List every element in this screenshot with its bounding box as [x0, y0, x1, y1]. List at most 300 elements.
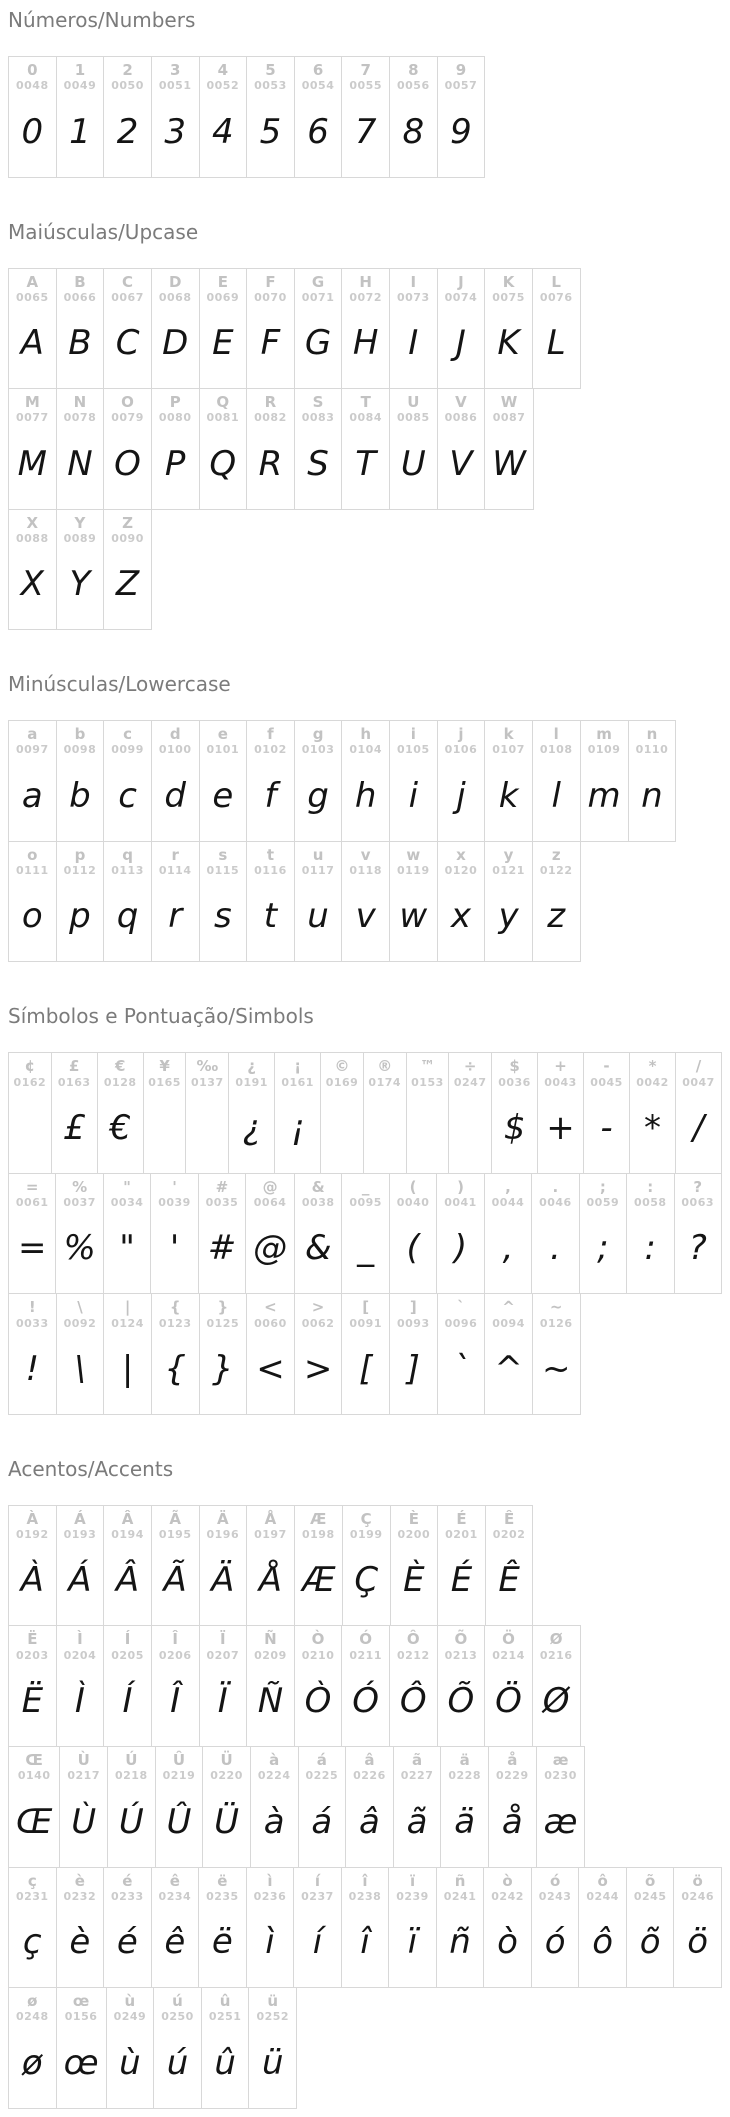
- char-code: 0195: [158, 1528, 192, 1542]
- char-cell-header: [445, 394, 478, 426]
- char-code: 0137: [190, 1075, 224, 1089]
- char-glyph: W: [492, 443, 526, 484]
- char-cell: [628, 720, 677, 842]
- char-code: 0083: [301, 411, 335, 425]
- char-cell: [199, 388, 248, 510]
- char-label: ): [457, 1177, 464, 1196]
- char-label: *: [648, 1057, 657, 1076]
- char-cell: [248, 1987, 297, 2109]
- char-cell: [341, 841, 390, 963]
- char-code: 0248: [16, 2010, 49, 2024]
- char-code: 0153: [411, 1075, 444, 1089]
- char-cell: [629, 1052, 676, 1174]
- char-label: ì: [267, 1871, 273, 1890]
- char-cell: [483, 1867, 532, 1989]
- char-code: 0237: [301, 1889, 334, 1903]
- char-label: 2: [122, 61, 133, 79]
- char-cell: [246, 388, 295, 510]
- char-cell-header: [587, 1179, 620, 1211]
- char-code: 0244: [586, 1889, 619, 1903]
- glyph-row: [8, 1987, 722, 2109]
- char-glyph: È: [403, 1560, 425, 1601]
- char-cell-header: [302, 1631, 335, 1663]
- char-code: 0122: [539, 863, 573, 877]
- char-cell-header: [16, 1873, 49, 1905]
- char-label: ø: [27, 1992, 38, 2011]
- char-glyph: ]: [406, 1348, 420, 1389]
- glyph-row: [8, 1173, 722, 1295]
- char-cell-header: [209, 1993, 242, 2025]
- char-glyph: X: [20, 564, 44, 605]
- char-cell: [274, 1052, 321, 1174]
- char-glyph: k: [498, 775, 519, 816]
- char-cell: [437, 56, 486, 178]
- char-cell: [341, 720, 390, 842]
- glyph-row: [8, 1746, 722, 1868]
- char-cell-header: [254, 847, 287, 879]
- char-cell: [56, 1987, 107, 2109]
- char-cell-header: [18, 1752, 51, 1784]
- char-cell-header: [16, 1511, 49, 1543]
- char-glyph: £: [63, 1107, 86, 1148]
- char-cell: [578, 1867, 627, 1989]
- char-glyph: Æ: [301, 1560, 335, 1601]
- char-cell-header: [258, 1752, 291, 1784]
- char-label: W: [500, 393, 518, 412]
- char-glyph: S: [307, 443, 329, 484]
- section-title: Minúsculas/Lowercase: [8, 672, 231, 697]
- char-code: 0062: [301, 1316, 335, 1330]
- char-cell: [8, 1173, 56, 1295]
- glyph-row: [8, 509, 722, 631]
- char-cell: [293, 1867, 342, 1989]
- char-cell-header: [397, 1299, 430, 1331]
- char-cell-header: [492, 847, 525, 879]
- char-cell: [363, 1052, 407, 1174]
- char-cell-header: [159, 62, 192, 94]
- char-cell-header: [207, 1299, 240, 1331]
- char-glyph: ¡: [290, 1107, 305, 1148]
- char-cell: [246, 1293, 295, 1415]
- char-cell: [294, 388, 343, 510]
- char-cell-header: [16, 62, 49, 94]
- char-glyph: _: [357, 1228, 375, 1269]
- char-cell-header: [254, 1179, 287, 1211]
- char-code: 0058: [633, 1196, 667, 1210]
- char-code: 0117: [301, 863, 335, 877]
- char-cell-header: [302, 847, 335, 879]
- char-code: 0118: [349, 863, 382, 877]
- char-glyph: G: [304, 323, 332, 364]
- char-code: 0217: [67, 1769, 100, 1783]
- char-cell: [437, 841, 486, 963]
- char-cell: [484, 1293, 533, 1415]
- char-label: T: [360, 393, 371, 412]
- char-label: i: [410, 725, 416, 744]
- char-code: 0245: [633, 1889, 667, 1903]
- char-label: ': [172, 1177, 177, 1196]
- char-cell-header: [111, 1511, 144, 1543]
- char-code: 0035: [205, 1196, 239, 1210]
- char-glyph: Í: [122, 1681, 133, 1722]
- char-cell: [437, 720, 486, 842]
- char-label: _: [361, 1177, 370, 1196]
- char-glyph: Ë: [21, 1681, 44, 1722]
- char-label: å: [507, 1751, 518, 1770]
- char-cell-header: [540, 847, 573, 879]
- char-cell-header: [161, 1993, 194, 2025]
- char-cell-header: [349, 1299, 382, 1331]
- char-cell-header: [492, 1299, 525, 1331]
- char-label: N: [73, 393, 87, 412]
- char-glyph: à: [263, 1801, 285, 1842]
- char-cell-header: [397, 62, 430, 94]
- char-label: l: [553, 725, 559, 744]
- char-code: 0219: [162, 1769, 196, 1783]
- char-glyph: &: [304, 1228, 332, 1269]
- char-label: £: [69, 1057, 80, 1076]
- char-cell-header: [206, 1873, 239, 1905]
- char-glyph: õ: [639, 1922, 661, 1963]
- char-cell: [484, 1625, 533, 1747]
- char-glyph: Y: [69, 564, 91, 605]
- char-cell-header: [540, 274, 573, 306]
- char-label: Ã: [169, 1509, 181, 1528]
- char-cell: [345, 1746, 394, 1868]
- char-code: 0198: [302, 1528, 335, 1542]
- char-cell-header: [254, 62, 287, 94]
- char-cell-header: [64, 1631, 97, 1663]
- char-code: 0102: [254, 743, 287, 757]
- char-cell-header: [306, 1752, 339, 1784]
- char-glyph: $: [503, 1107, 526, 1148]
- char-code: 0097: [16, 743, 49, 757]
- char-code: 0229: [496, 1769, 529, 1783]
- char-label: E: [217, 272, 228, 291]
- char-glyph: U: [400, 443, 426, 484]
- char-code: 0053: [254, 79, 287, 93]
- char-cell-header: [16, 1631, 49, 1663]
- char-glyph: -: [600, 1107, 613, 1148]
- char-code: 0075: [492, 290, 525, 304]
- char-code: 0191: [235, 1075, 268, 1089]
- char-label: ú: [172, 1992, 183, 2011]
- char-cell-header: [235, 1058, 268, 1090]
- char-label: â: [364, 1751, 375, 1770]
- char-glyph: 8: [402, 111, 425, 152]
- char-label: [: [362, 1298, 370, 1317]
- char-label: {: [169, 1298, 181, 1317]
- char-glyph: æ: [543, 1801, 578, 1842]
- char-cell-header: [588, 726, 621, 758]
- char-label: x: [456, 845, 466, 864]
- char-label: j: [458, 725, 464, 744]
- char-code: 0243: [538, 1889, 572, 1903]
- char-code: 0232: [63, 1889, 97, 1903]
- char-label: Æ: [310, 1509, 327, 1528]
- char-label: I: [410, 272, 417, 291]
- char-code: 0224: [257, 1769, 291, 1783]
- char-cell-header: [492, 1179, 525, 1211]
- char-label: \: [77, 1298, 83, 1317]
- char-cell-header: [254, 274, 287, 306]
- char-cell-header: [492, 274, 525, 306]
- char-cell: [103, 841, 152, 963]
- char-cell: [531, 1867, 580, 1989]
- glyph-row: [8, 1293, 722, 1415]
- char-label: œ: [72, 1992, 90, 2011]
- char-glyph: p: [69, 896, 91, 937]
- char-cell-header: [397, 1631, 430, 1663]
- char-cell: [246, 841, 295, 963]
- char-code: 0216: [539, 1648, 573, 1662]
- char-glyph: ò: [497, 1922, 518, 1963]
- char-cell: [201, 1987, 250, 2109]
- char-glyph: [: [359, 1348, 373, 1389]
- char-code: 0220: [210, 1769, 243, 1783]
- char-glyph: y: [498, 896, 519, 937]
- char-glyph: á: [311, 1801, 333, 1842]
- char-label: D: [168, 272, 182, 291]
- char-glyph: }: [211, 1348, 234, 1389]
- char-code: 0064: [253, 1196, 287, 1210]
- char-cell: [484, 841, 533, 963]
- char-cell: [436, 1173, 484, 1295]
- char-label: é: [122, 1871, 133, 1890]
- char-label: ¢: [24, 1057, 36, 1076]
- char-label: Ø: [549, 1630, 563, 1649]
- char-cell-header: [207, 726, 240, 758]
- char-cell-header: [159, 1299, 192, 1331]
- char-glyph: â: [359, 1801, 380, 1842]
- char-cell-header: [65, 1993, 98, 2025]
- char-glyph: Ö: [495, 1681, 522, 1722]
- char-glyph: î: [360, 1922, 370, 1963]
- char-cell-header: [498, 1058, 531, 1090]
- char-cell-header: [411, 1058, 444, 1090]
- char-cell: [440, 1746, 489, 1868]
- char-glyph: ;: [597, 1228, 609, 1269]
- char-code: 0105: [397, 743, 430, 757]
- char-cell: [8, 841, 57, 963]
- char-code: 0205: [111, 1648, 144, 1662]
- char-glyph: ç: [22, 1922, 42, 1963]
- char-glyph: Û: [166, 1801, 192, 1842]
- char-code: 0066: [63, 290, 97, 304]
- char-cell: [103, 56, 152, 178]
- char-code: 0249: [113, 2010, 147, 2024]
- char-glyph: h: [354, 775, 377, 816]
- char-cell: [294, 56, 343, 178]
- char-code: 0091: [349, 1316, 382, 1330]
- char-cell: [199, 268, 248, 390]
- char-code: 0101: [206, 743, 240, 757]
- char-cell: [55, 1173, 103, 1295]
- char-cell-header: [302, 62, 335, 94]
- char-cell: [8, 56, 57, 178]
- char-code: 0094: [492, 1316, 525, 1330]
- char-cell-header: [159, 394, 192, 426]
- char-glyph: Ò: [304, 1681, 332, 1722]
- char-code: 0246: [681, 1889, 715, 1903]
- char-cell: [532, 1293, 581, 1415]
- char-label: f: [267, 725, 274, 744]
- char-cell-header: [454, 1058, 487, 1090]
- char-cell-header: [634, 1179, 667, 1211]
- char-label: Â: [121, 1509, 134, 1528]
- char-glyph: i: [408, 775, 419, 816]
- char-cell-header: [16, 515, 49, 547]
- char-label: }: [217, 1298, 229, 1317]
- char-label: ?: [693, 1177, 703, 1196]
- char-cell: [153, 1987, 202, 2109]
- char-cell-header: [397, 847, 430, 879]
- char-glyph: Á: [68, 1560, 92, 1601]
- char-glyph: Ü: [214, 1801, 239, 1842]
- char-cell-header: [111, 726, 144, 758]
- char-cell: [56, 841, 105, 963]
- char-code: 0086: [444, 411, 478, 425]
- char-cell: [103, 388, 152, 510]
- char-cell-header: [64, 1511, 97, 1543]
- char-label: Ï: [220, 1630, 226, 1649]
- char-cell: [436, 1867, 485, 1989]
- char-cell: [674, 1173, 722, 1295]
- char-glyph: A: [20, 323, 44, 364]
- char-label: Ë: [27, 1630, 38, 1649]
- char-glyph: 5: [259, 111, 282, 152]
- char-glyph: ü: [261, 2042, 284, 2083]
- char-code: 0072: [349, 290, 382, 304]
- char-code: 0193: [63, 1528, 97, 1542]
- char-label: X: [26, 513, 39, 532]
- char-cell-header: [398, 1511, 431, 1543]
- char-label: 1: [74, 61, 86, 79]
- char-label: Ü: [220, 1751, 233, 1770]
- char-cell-header: [586, 1873, 619, 1905]
- char-cell-header: [254, 726, 287, 758]
- char-glyph: :: [644, 1228, 657, 1269]
- char-code: 0213: [444, 1648, 478, 1662]
- char-label: B: [74, 272, 86, 291]
- char-label: ï: [409, 1871, 416, 1890]
- char-cell-header: [207, 274, 240, 306]
- glyph-row: [8, 1052, 722, 1174]
- char-glyph: w: [399, 896, 428, 937]
- char-label: æ: [552, 1751, 569, 1770]
- char-glyph: ô: [592, 1922, 614, 1963]
- char-code: 0194: [111, 1528, 144, 1542]
- char-cell-header: [397, 274, 430, 306]
- char-cell: [532, 268, 581, 390]
- char-cell-header: [159, 1631, 192, 1663]
- char-cell: [155, 1746, 204, 1868]
- char-glyph: l: [551, 775, 561, 816]
- char-glyph: q: [116, 896, 139, 937]
- char-code: 0204: [63, 1648, 97, 1662]
- char-glyph: ö: [687, 1922, 709, 1963]
- char-label: w: [406, 845, 421, 864]
- char-glyph: !: [25, 1348, 40, 1389]
- char-glyph: +: [546, 1107, 575, 1148]
- char-glyph: ì: [265, 1922, 275, 1963]
- char-label: ™: [419, 1057, 435, 1076]
- char-code: 0040: [396, 1196, 430, 1210]
- char-cell: [484, 720, 533, 842]
- char-label: &: [311, 1177, 325, 1196]
- glyph-grid: [8, 1505, 722, 2109]
- char-glyph: L: [546, 323, 566, 364]
- char-label: ç: [27, 1871, 37, 1890]
- char-label: >: [311, 1298, 325, 1317]
- char-glyph: ¿: [242, 1107, 261, 1148]
- char-cell-header: [159, 1511, 192, 1543]
- char-cell: [151, 56, 200, 178]
- section-title: Símbolos e Pontuação/Simbols: [8, 1004, 314, 1029]
- char-label: ©: [334, 1057, 350, 1076]
- char-label: s: [218, 845, 228, 864]
- char-cell-header: [302, 1511, 335, 1543]
- char-label: Ö: [502, 1630, 515, 1649]
- char-glyph: 2: [116, 111, 139, 152]
- char-glyph: Ó: [352, 1681, 380, 1722]
- char-label: H: [359, 272, 372, 291]
- char-glyph: Ï: [217, 1681, 228, 1722]
- char-code: 0041: [444, 1196, 477, 1210]
- char-code: 0120: [444, 863, 478, 877]
- char-glyph: =: [17, 1228, 47, 1269]
- char-code: 0081: [206, 411, 240, 425]
- char-code: 0161: [281, 1075, 314, 1089]
- char-cell: [59, 1746, 108, 1868]
- char-label: À: [26, 1509, 39, 1528]
- char-glyph: û: [214, 2042, 236, 2083]
- char-label: á: [316, 1751, 327, 1770]
- char-label: L: [551, 272, 561, 291]
- char-cell: [531, 1173, 579, 1295]
- char-cell-header: [444, 1873, 477, 1905]
- char-code: 0098: [63, 743, 97, 757]
- section: [8, 220, 722, 631]
- char-glyph: Ç: [354, 1560, 379, 1601]
- char-cell-header: [539, 1179, 572, 1211]
- char-code: 0207: [206, 1648, 240, 1662]
- char-code: 0199: [349, 1528, 383, 1542]
- char-label: :: [647, 1177, 654, 1196]
- char-cell: [341, 388, 390, 510]
- glyph-row: [8, 720, 722, 842]
- char-code: 0116: [254, 863, 287, 877]
- char-cell-header: [493, 1511, 526, 1543]
- char-cell: [341, 1625, 390, 1747]
- char-code: 0048: [16, 79, 49, 93]
- char-glyph: Ì: [74, 1681, 85, 1722]
- char-code: 0201: [445, 1528, 478, 1542]
- char-cell-header: [590, 1058, 623, 1090]
- char-glyph: Ê: [498, 1560, 520, 1601]
- char-cell: [484, 268, 533, 390]
- char-glyph: ñ: [449, 1922, 471, 1963]
- char-glyph: 6: [307, 111, 329, 152]
- char-glyph: Ñ: [257, 1681, 284, 1722]
- char-glyph: I: [408, 323, 419, 364]
- char-label: ä: [459, 1751, 470, 1770]
- char-label: ë: [217, 1871, 228, 1890]
- char-glyph: K: [497, 323, 520, 364]
- char-cell: [106, 1987, 155, 2109]
- char-code: 0200: [397, 1528, 431, 1542]
- char-glyph: #: [207, 1228, 237, 1269]
